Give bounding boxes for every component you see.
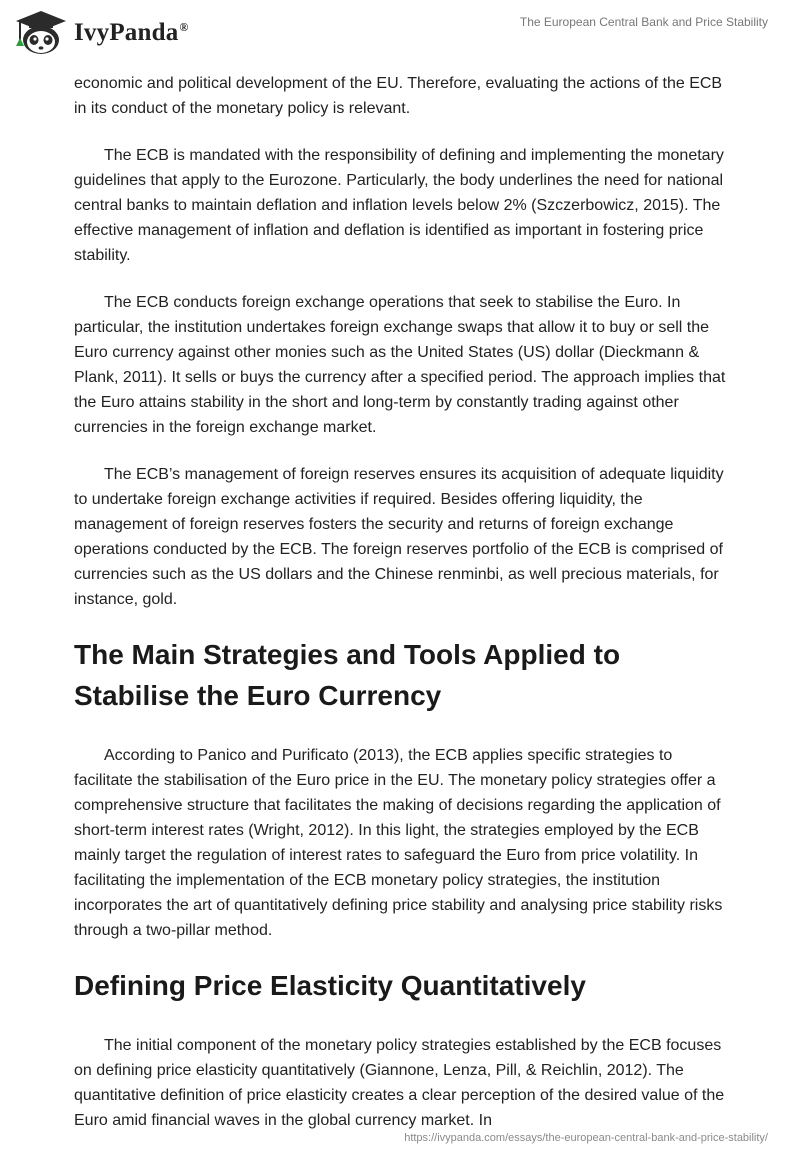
- essay-body: [74, 71, 726, 1155]
- paragraph: The ECB’s management of foreign reserves ensures its acquisition of adequate liquidity to undertake foreign exchange activities if required. Besides offering liquidity, the management of foreign reserves fosters the security and returns of foreign exchange operations conducted by the ECB. The foreign reserves portfolio of the ECB is comprised of currencies such as the US dollars and the Chinese renminbi, as well precious materials, for instance, gold.: [74, 466, 724, 608]
- source-url[interactable]: https://ivypanda.com/essays/the-european-central-bank-and-price-stability/: [404, 1132, 768, 1144]
- brand-logo[interactable]: [14, 10, 189, 56]
- page-header: [0, 0, 800, 70]
- paragraph: According to Panico and Purificato (2013), the ECB applies specific strategies to facilitate the stabilisation of the Euro price in the EU. The monetary policy strategies offer a comprehensive structure that facilitates the making of decisions regarding the application of short-term interest rates (Wright, 2012). In this light, the strategies employed by the ECB mainly target the regulation of interest rates to safeguard the Euro from price volatility. In facilitating the implementation of the ECB monetary policy strategies, the institution incorporates the art of quantitatively defining price stability and analysing price stability risks through a two-pillar method.: [74, 747, 723, 939]
- paragraph: The initial component of the monetary policy strategies established by the ECB focuses on defining price elasticity quantitatively (Giannone, Lenza, Pill, & Reichlin, 2012). The quantitative definition of price elasticity creates a clear perception of the desired value of the Euro amid financial waves in the global currency market. In: [74, 1037, 725, 1129]
- paragraph: economic and political development of the EU. Therefore, evaluating the actions of the ECB in its conduct of the monetary policy is relevant.: [74, 75, 723, 117]
- section-heading: Defining Price Elasticity Quantitatively: [74, 970, 586, 1001]
- brand-name: IvyPanda®: [74, 19, 189, 46]
- paragraph: The ECB conducts foreign exchange operations that seek to stabilise the Euro. In particular, the institution undertakes foreign exchange swaps that allow it to buy or sell the Euro currency against other monies such as the United States (US) dollar (Dieckmann & Plank, 2011). It sells or buys the currency after a specified period. The approach implies that the Euro attains stability in the short and long-term by constantly trading against other currencies in the foreign exchange market.: [74, 294, 726, 436]
- panda-graduate-icon: [14, 10, 68, 56]
- document-title: The European Central Bank and Price Stability: [519, 15, 768, 29]
- paragraph: The ECB is mandated with the responsibility of defining and implementing the monetary guidelines that apply to the Eurozone. Particularly, the body underlines the need for national central banks to maintain deflation and inflation levels below 2% (Szczerbowicz, 2015). The effective management of inflation and deflation is identified as important in fostering price stability.: [74, 147, 724, 264]
- section-heading: The Main Strategies and Tools Applied to Stabilise the Euro Currency: [74, 639, 621, 711]
